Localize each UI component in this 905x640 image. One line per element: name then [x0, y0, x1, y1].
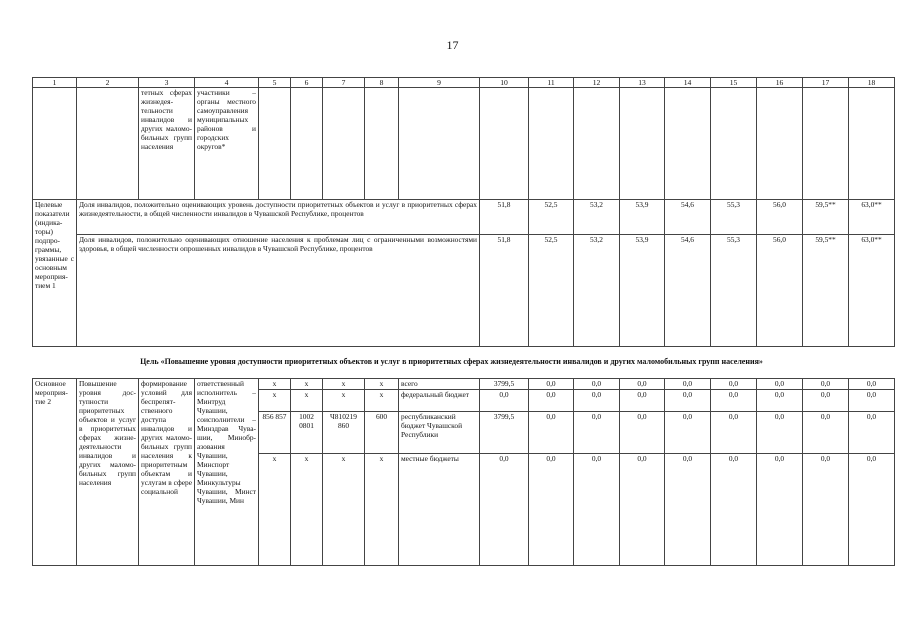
main-table	[32, 77, 895, 347]
funding-value: 3799,5	[480, 412, 529, 454]
funding-value: 0,0	[529, 379, 574, 390]
event-table	[32, 378, 895, 566]
funding-value: 0,0	[803, 454, 849, 566]
funding-value: 0,0	[757, 379, 803, 390]
code-cell: x	[291, 390, 323, 412]
funding-value: 0,0	[529, 390, 574, 412]
funding-value: 0,0	[620, 454, 665, 566]
column-number: 3	[139, 78, 195, 88]
column-number: 6	[291, 78, 323, 88]
indicator-row	[33, 235, 895, 347]
code-cell: 600	[365, 412, 399, 454]
column-number: 14	[665, 78, 711, 88]
column-number: 10	[480, 78, 529, 88]
goal-heading: Цель «Повышение уровня доступности приоритетных объектов и услуг в приоритетных сферах жизнедеятельности инвалидов и других маломобильных групп населения»	[140, 357, 763, 366]
column-number-row	[33, 78, 895, 88]
funding-source: республиканский бюджет Чувашской Республики	[399, 412, 480, 454]
indicator-row	[33, 200, 895, 235]
funding-value: 0,0	[480, 454, 529, 566]
funding-value: 0,0	[711, 390, 757, 412]
indicator-value: 56,0	[757, 235, 803, 347]
continuation-row	[33, 88, 895, 200]
funding-value: 0,0	[574, 454, 620, 566]
funding-value: 3799,5	[480, 379, 529, 390]
code-cell: 1002 0801	[291, 412, 323, 454]
indicator-value: 54,6	[665, 200, 711, 235]
page-number: 17	[446, 38, 459, 52]
code-cell: x	[259, 454, 291, 566]
code-cell: Ч810219 860	[323, 412, 365, 454]
column-number: 7	[323, 78, 365, 88]
funding-value: 0,0	[757, 454, 803, 566]
funding-value: 0,0	[849, 412, 895, 454]
event-label: Основное мероприятие 2	[33, 379, 77, 566]
indicator-value: 51,8	[480, 200, 529, 235]
code-cell: x	[323, 379, 365, 390]
cont-sphere-cell: тетных сферах жизнедеятельности инвалидов и других маломобильных групп населения	[139, 88, 195, 200]
column-number: 13	[620, 78, 665, 88]
code-cell: x	[365, 390, 399, 412]
funding-value: 0,0	[849, 454, 895, 566]
indicator-value: 53,2	[574, 235, 620, 347]
funding-value: 0,0	[574, 412, 620, 454]
funding-value: 0,0	[529, 412, 574, 454]
code-cell: x	[323, 390, 365, 412]
column-number: 16	[757, 78, 803, 88]
indicator-text: Доля инвалидов, положительно оценивающих уровень доступности приоритетных объектов и услуг в приоритетных сферах жизнедеятельности, в общей численности инвалидов в Чувашской Республике, процентов	[77, 200, 480, 235]
column-number: 2	[77, 78, 139, 88]
funding-value: 0,0	[757, 412, 803, 454]
funding-row	[33, 379, 895, 390]
column-number: 4	[195, 78, 259, 88]
funding-value: 0,0	[665, 454, 711, 566]
indicator-value: 51,8	[480, 235, 529, 347]
indicator-value: 53,2	[574, 200, 620, 235]
funding-value: 0,0	[665, 390, 711, 412]
funding-value: 0,0	[803, 412, 849, 454]
funding-value: 0,0	[529, 454, 574, 566]
targets-label: Целевые показатели (индикаторы) подпрограммы, увязанные с основным мероприятием 1	[33, 200, 77, 347]
event-goal: формирование условий для беспрепятственного доступа инвалидов и других маломобильных групп населения к приоритетным объектам и услугам в сфере социальной	[139, 379, 195, 566]
code-cell: 856 857	[259, 412, 291, 454]
indicator-value: 54,6	[665, 235, 711, 347]
funding-value: 0,0	[711, 454, 757, 566]
cont-participants-cell: участники – органы местного самоуправления муниципальных районов и городских округов*	[195, 88, 259, 200]
code-cell: x	[259, 379, 291, 390]
indicator-value: 56,0	[757, 200, 803, 235]
column-number: 9	[399, 78, 480, 88]
funding-source: местные бюджеты	[399, 454, 480, 566]
funding-value: 0,0	[803, 379, 849, 390]
column-number: 17	[803, 78, 849, 88]
indicator-value: 53,9	[620, 235, 665, 347]
funding-value: 0,0	[620, 379, 665, 390]
code-cell: x	[291, 379, 323, 390]
indicator-value: 63,0**	[849, 235, 895, 347]
indicator-value: 52,5	[529, 235, 574, 347]
indicator-value: 55,3	[711, 235, 757, 347]
funding-value: 0,0	[711, 379, 757, 390]
column-number: 12	[574, 78, 620, 88]
funding-value: 0,0	[620, 390, 665, 412]
code-cell: x	[365, 454, 399, 566]
funding-source: федеральный бюджет	[399, 390, 480, 412]
column-number: 8	[365, 78, 399, 88]
indicator-text: Доля инвалидов, положительно оценивающих отношение населения к проблемам лиц с ограниченными возможностями здоровья, в общей численности опрошенных инвалидов в Чувашской Республике, процентов	[77, 235, 480, 347]
column-number: 15	[711, 78, 757, 88]
code-cell: x	[291, 454, 323, 566]
funding-value: 0,0	[803, 390, 849, 412]
code-cell: x	[259, 390, 291, 412]
code-cell: x	[323, 454, 365, 566]
indicator-value: 53,9	[620, 200, 665, 235]
funding-value: 0,0	[757, 390, 803, 412]
indicator-value: 63,0**	[849, 200, 895, 235]
column-number: 11	[529, 78, 574, 88]
funding-value: 0,0	[849, 390, 895, 412]
funding-value: 0,0	[711, 412, 757, 454]
funding-value: 0,0	[620, 412, 665, 454]
funding-value: 0,0	[574, 390, 620, 412]
funding-source: всего	[399, 379, 480, 390]
indicator-value: 59,5**	[803, 235, 849, 347]
funding-value: 0,0	[665, 412, 711, 454]
column-number: 5	[259, 78, 291, 88]
funding-value: 0,0	[574, 379, 620, 390]
event-name: Повышение уровня доступности приоритетных объектов и услуг в приоритетных сферах жизнедеятельности инвалидов и других маломобильных групп населения	[77, 379, 139, 566]
funding-value: 0,0	[480, 390, 529, 412]
funding-value: 0,0	[665, 379, 711, 390]
event-executors: ответственный исполнитель – Минтруд Чувашии, соисполнители – Минздрав Чувашии, Минобразования Чувашии, Минспорт Чувашии, Минкультуры Чувашии, Минст Чувашии, Мин	[195, 379, 259, 566]
code-cell: x	[365, 379, 399, 390]
indicator-value: 52,5	[529, 200, 574, 235]
column-number: 18	[849, 78, 895, 88]
funding-value: 0,0	[849, 379, 895, 390]
column-number: 1	[33, 78, 77, 88]
indicator-value: 59,5**	[803, 200, 849, 235]
indicator-value: 55,3	[711, 200, 757, 235]
